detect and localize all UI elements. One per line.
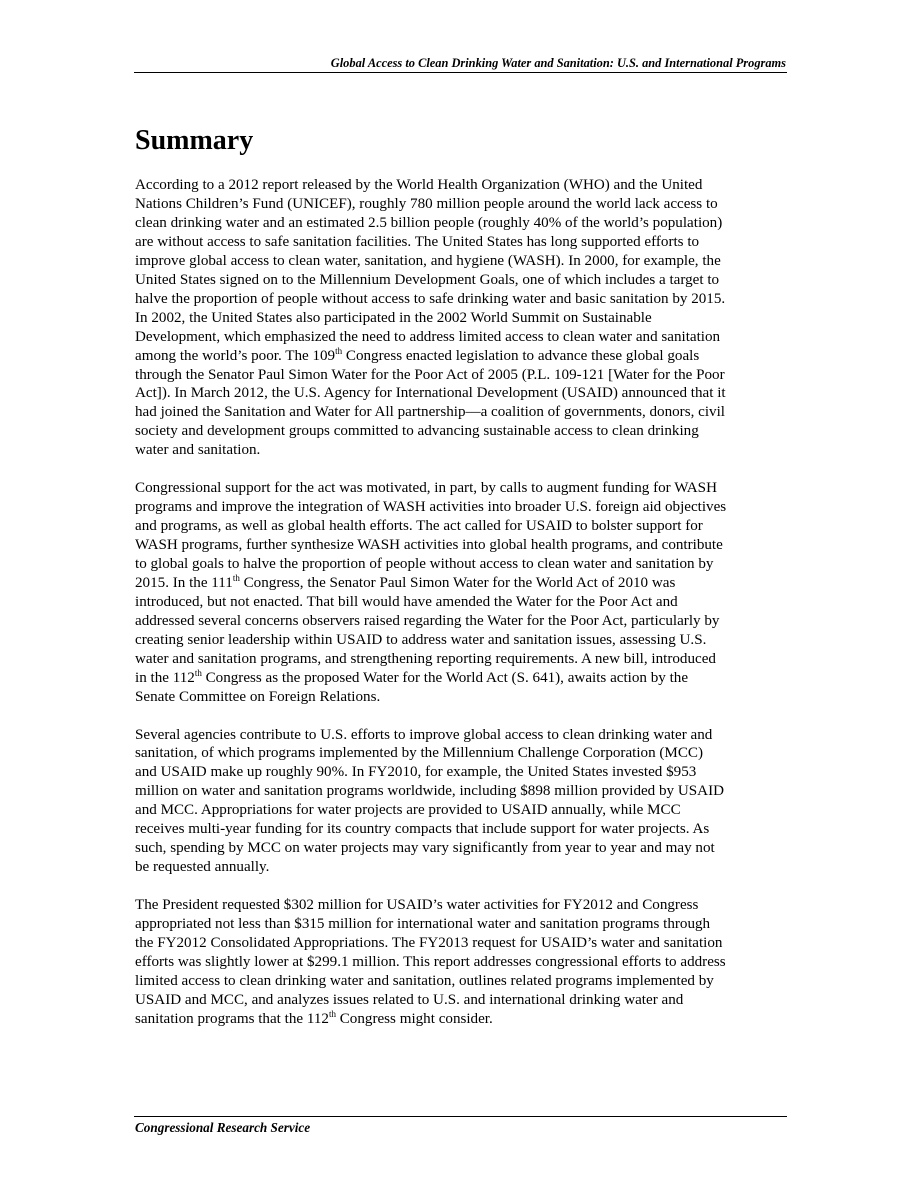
text-segment: Congress, the Senator Paul Simon Water for the World Act of 2010 was — [239, 574, 676, 591]
summary-paragraph — [135, 479, 787, 706]
text-line: million on water and sanitation programs worldwide, including $898 million provided by USAID — [135, 783, 724, 800]
text-line: halve the proportion of people without access to safe drinking water and basic sanitation by 2015. — [135, 290, 726, 307]
summary-body — [135, 176, 787, 1048]
text-line: water and sanitation programs, and strengthening reporting requirements. A new bill, introduced — [135, 650, 716, 667]
text-line: sanitation, of which programs implemented by the Millennium Challenge Corporation (MCC) — [135, 745, 704, 762]
text-line: creating senior leadership within USAID to address water and sanitation issues, assessing U.S. — [135, 631, 707, 648]
text-line: According to a 2012 report released by the World Health Organization (WHO) and the United — [135, 177, 703, 193]
text-line: to global goals to halve the proportion of people without access to clean water and sanitation by — [135, 556, 714, 572]
text-line: are without access to safe sanitation facilities. The United States has long supported efforts to — [135, 233, 700, 250]
text-line: Congressional support for the act was motivated, in part, by calls to augment funding for WASH — [135, 480, 717, 497]
text-line: USAID and MCC, and analyzes issues related to U.S. and international drinking water and — [135, 991, 684, 1008]
ordinal-superscript: th — [328, 1008, 336, 1019]
text-line: programs and improve the integration of WASH activities into broader U.S. foreign aid objectives — [135, 499, 727, 516]
text-line: WASH programs, further synthesize WASH activities into global health programs, and contribute — [135, 537, 723, 554]
running-header: Global Access to Clean Drinking Water and Sanitation: U.S. and International Programs — [330, 56, 786, 70]
text-line: water and sanitation. — [135, 442, 261, 459]
text-line: appropriated not less than $315 million for international water and sanitation programs through — [135, 915, 711, 932]
text-line: clean drinking water and an estimated 2.5 billion people (roughly 40% of the world’s population) — [135, 214, 723, 231]
text-line: efforts was slightly lower at $299.1 million. This report addresses congressional efforts to address — [135, 953, 726, 970]
summary-paragraph — [135, 176, 787, 460]
text-segment: among the world’s poor. The 109 — [135, 347, 336, 364]
text-line: Development, which emphasized the need to address limited access to clean water and sanitation — [135, 328, 721, 345]
summary-paragraph — [135, 726, 787, 878]
text-line: United States signed on to the Millennium Development Goals, one of which includes a target to — [135, 271, 720, 288]
text-line: improve global access to clean water, sanitation, and hygiene (WASH). In 2000, for example, the — [135, 252, 721, 269]
ordinal-superscript: th — [194, 667, 202, 678]
header-divider — [134, 72, 787, 73]
text-line: addressed several concerns observers raised regarding the Water for the Poor Act, particularly by — [135, 612, 720, 629]
footer-divider — [134, 1116, 787, 1117]
text-line: receives multi-year funding for its country compacts that include support for water projects. As — [135, 821, 710, 838]
text-line: Several agencies contribute to U.S. efforts to improve global access to clean drinking water and — [135, 726, 713, 743]
text-line — [135, 347, 787, 366]
text-line: Senate Committee on Foreign Relations. — [135, 688, 381, 705]
ordinal-superscript: th — [335, 345, 343, 356]
text-segment: Congress might consider. — [335, 1010, 493, 1027]
text-line: In 2002, the United States also participated in the 2002 World Summit on Sustainable — [135, 309, 652, 326]
text-line: the FY2012 Consolidated Appropriations. The FY2013 request for USAID’s water and sanitation — [135, 934, 723, 951]
text-line: introduced, but not enacted. That bill would have amended the Water for the Poor Act and — [135, 593, 678, 610]
ordinal-superscript: th — [232, 572, 240, 583]
text-line — [135, 574, 787, 593]
text-line: Act]). In March 2012, the U.S. Agency for International Development (USAID) announced that it — [135, 385, 726, 402]
page-title: Summary — [135, 125, 254, 156]
text-segment: Congress enacted legislation to advance these global goals — [342, 347, 700, 364]
text-line: The President requested $302 million for USAID’s water activities for FY2012 and Congress — [135, 897, 699, 914]
text-line: such, spending by MCC on water projects may vary significantly from year to year and may not — [135, 840, 715, 857]
text-segment: in the 112 — [135, 669, 195, 686]
text-line: and MCC. Appropriations for water projects are provided to USAID annually, while MCC — [135, 802, 681, 819]
text-line: limited access to clean drinking water and sanitation, outlines related programs implemented by — [135, 972, 714, 989]
text-line: had joined the Sanitation and Water for All partnership—a coalition of governments, donors, civil — [135, 404, 725, 421]
text-segment: 2015. In the 111 — [135, 574, 233, 591]
text-line: and USAID make up roughly 90%. In FY2010, for example, the United States invested $953 — [135, 764, 697, 781]
text-line — [135, 1010, 787, 1029]
summary-paragraph — [135, 896, 787, 1029]
text-segment: sanitation programs that the 112 — [135, 1010, 329, 1027]
text-line: Nations Children’s Fund (UNICEF), roughly 780 million people around the world lack access to — [135, 195, 718, 212]
running-footer: Congressional Research Service — [135, 1120, 311, 1135]
text-segment: Congress as the proposed Water for the World Act (S. 641), awaits action by the — [201, 669, 689, 686]
text-line — [135, 669, 787, 688]
text-line: through the Senator Paul Simon Water for the Poor Act of 2005 (P.L. 109-121 [Water for the Poor — [135, 366, 725, 383]
text-line: be requested annually. — [135, 859, 270, 876]
text-line: society and development groups committed to advancing sustainable access to clean drinking — [135, 423, 699, 440]
text-line: and programs, as well as global health efforts. The act called for USAID to bolster support for — [135, 518, 703, 535]
